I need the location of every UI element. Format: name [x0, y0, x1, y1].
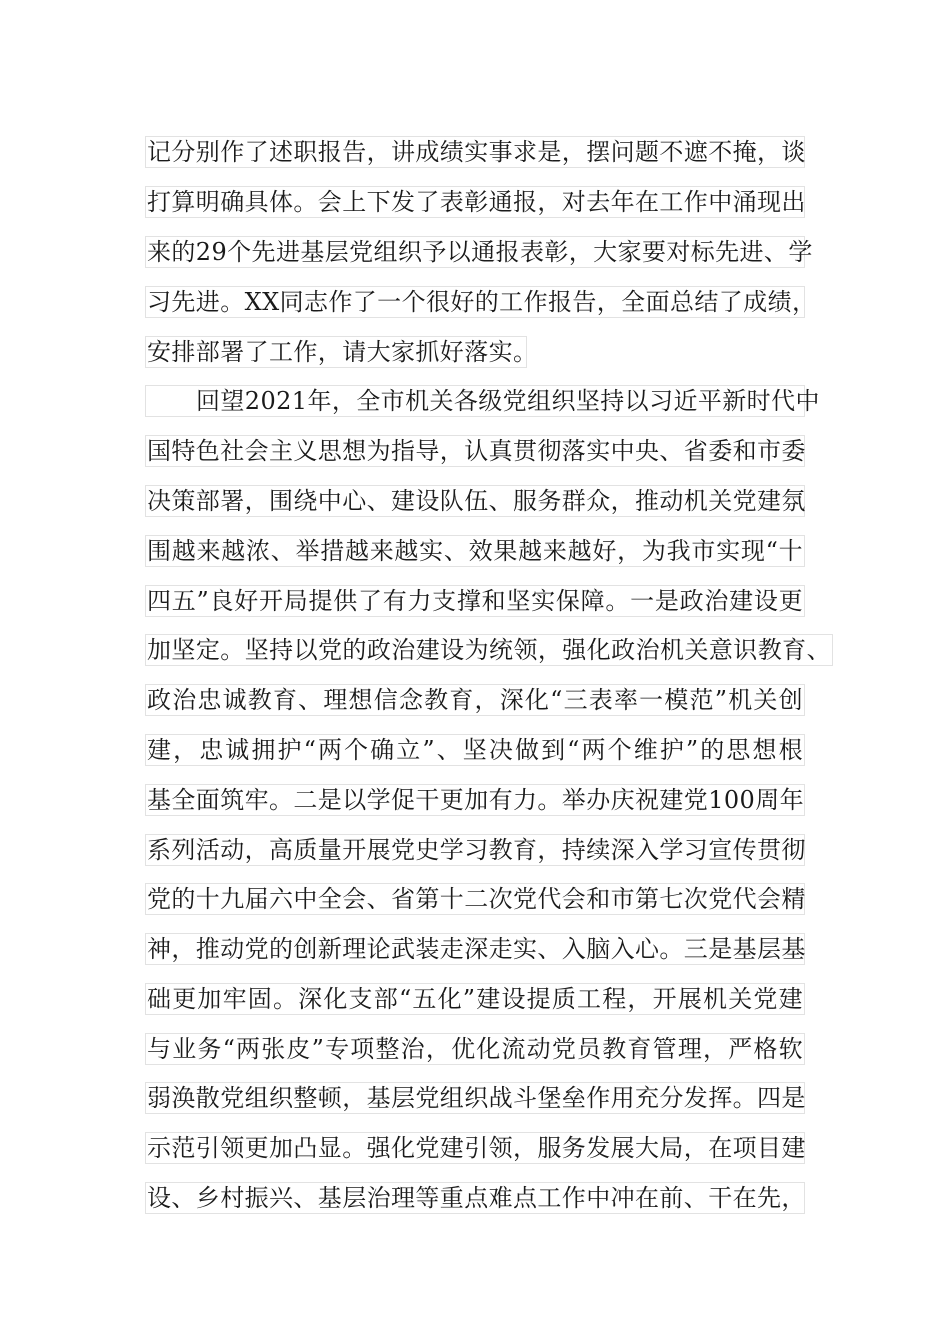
text-line-18: 础更加牢固。深化支部“五化”建设提质工程，开展机关党建	[147, 985, 803, 1013]
text-line-19: 与业务“两张皮”专项整治，优化流动党员教育管理，严格软	[147, 1035, 803, 1063]
text-line-17: 神，推动党的创新理论武装走深走实、入脑入心。三是基层基	[147, 935, 806, 963]
text-line-13: 建，忠诚拥护“两个确立”、坚决做到“两个维护”的思想根	[147, 736, 803, 764]
text-line-2: 打算明确具体。会上下发了表彰通报，对去年在工作中涌现出	[147, 188, 806, 216]
text-line-14: 基全面筑牢。二是以学促干更加有力。举办庆祝建党100周年	[147, 786, 805, 814]
text-line-3: 来的29个先进基层党组织予以通报表彰，大家要对标先进、学	[147, 238, 813, 266]
paragraph-start-line: 回望2021年，全市机关各级党组织坚持以习近平新时代中	[145, 385, 805, 417]
text-line-9: 围越来越浓、举措越来越实、效果越来越好，为我市实现“十	[147, 537, 803, 565]
text-line-20: 弱涣散党组织整顿，基层党组织战斗堡垒作用充分发挥。四是	[147, 1084, 806, 1112]
text-line-4: 习先进。XX同志作了一个很好的工作报告，全面总结了成绩，	[147, 288, 817, 316]
text-line-22: 设、乡村振兴、基层治理等重点难点工作中冲在前、干在先，	[147, 1184, 806, 1212]
text-line-11: 加坚定。坚持以党的政治建设为统领，强化政治机关意识教育、	[147, 636, 831, 664]
text-line-10: 四五”良好开局提供了有力支撑和坚实保障。一是政治建设更	[147, 587, 803, 615]
text-line-1: 记分别作了述职报告，讲成绩实事求是，摆问题不遮不掩，谈	[147, 138, 806, 166]
text-line-7: 国特色社会主义思想为指导，认真贯彻落实中央、省委和市委	[147, 437, 806, 465]
text-line-8: 决策部署，围绕中心、建设队伍、服务群众，推动机关党建氛	[147, 487, 806, 515]
text-line-5: 安排部署了工作，请大家抓好落实。	[147, 338, 538, 366]
text-line-15: 系列活动，高质量开展党史学习教育，持续深入学习宣传贯彻	[147, 836, 806, 864]
text-line-12: 政治忠诚教育、理想信念教育，深化“三表率一模范”机关创	[147, 686, 803, 714]
text-line-21: 示范引领更加凸显。强化党建引领，服务发展大局，在项目建	[147, 1134, 806, 1162]
text-line-16: 党的十九届六中全会、省第十二次党代会和市第七次党代会精	[147, 885, 806, 913]
